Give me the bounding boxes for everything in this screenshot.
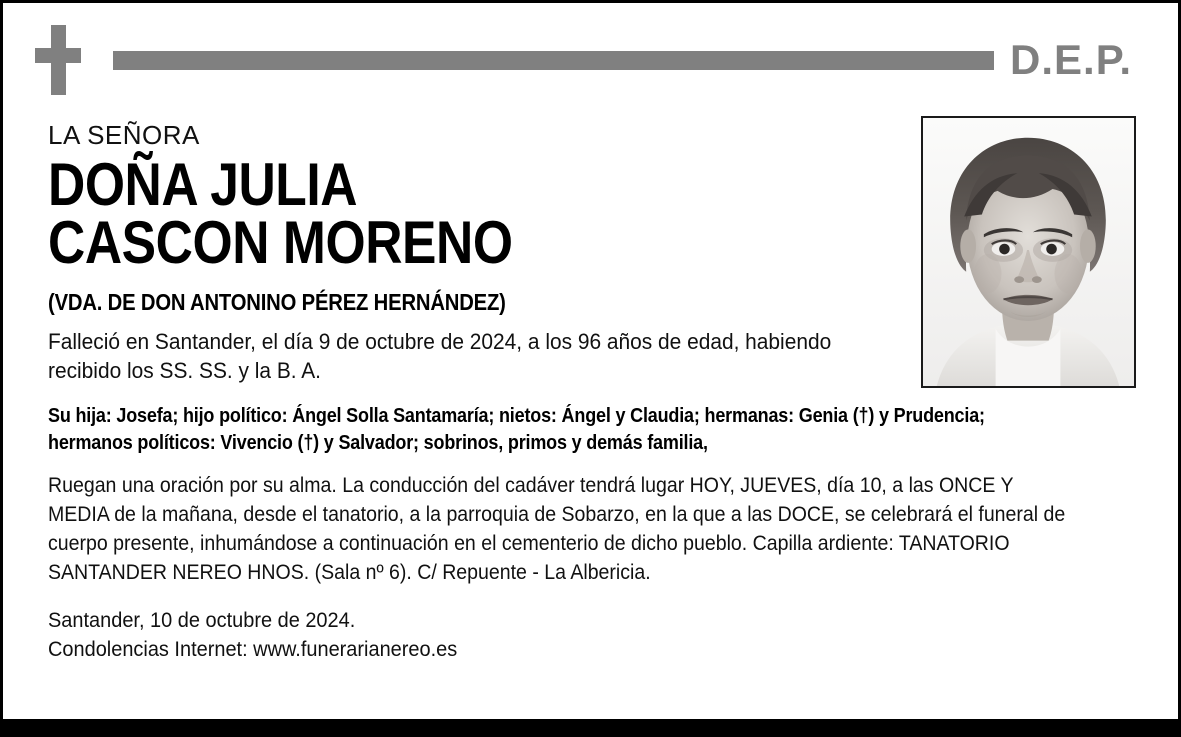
header-rule xyxy=(113,51,994,70)
widow-of-line: (VDA. DE DON ANTONINO PÉREZ HERNÁNDEZ) xyxy=(48,289,506,316)
cross-icon-wrap xyxy=(3,25,113,95)
closing-internet: Condolencias Internet: www.funerarianereo.es xyxy=(48,638,458,662)
deceased-name-line-2: CASCON MORENO xyxy=(48,209,513,277)
funeral-announcement: Ruegan una oración por su alma. La conducción del cadáver tendrá lugar HOY, JUEVES, día 10, a las ONCE Y MEDIA de la mañana, desde el tanatorio, a la parroquia de Sobarzo, en la que a las DOCE, se celebrará el funeral de cuerpo presente, inhumándose a continuación en el cementerio de dicho pueblo. Capilla ardiente: TANATORIO SANTANDER NEREO HNOS. (Sala nº 6). C/ Repuente - La Albericia. xyxy=(48,474,1066,585)
cross-icon xyxy=(35,25,81,95)
surviving-family: Su hija: Josefa; hijo político: Ángel Solla Santamaría; nietos: Ángel y Claudia; hermanas: Genia (†) y Prudencia; hermanos políticos: Vivencio (†) y Salvador; sobrinos, primos y demás familia, xyxy=(48,405,985,454)
portrait-illustration xyxy=(923,118,1134,386)
deceased-name-line-1: DOÑA JULIA xyxy=(48,150,358,218)
portrait-photo xyxy=(921,116,1136,388)
notice-header xyxy=(3,25,1178,95)
closing-place-date: Santander, 10 de octubre de 2024. xyxy=(48,609,356,633)
closing-block xyxy=(48,606,1122,665)
courtesy-title: LA SEÑORA xyxy=(48,120,200,150)
dep-label: D.E.P. xyxy=(1010,36,1132,83)
deceased-name xyxy=(48,150,1020,277)
death-details: Falleció en Santander, el día 9 de octubre de 2024, a los 96 años de edad, habiendo recibido los SS. SS. y la B. A. xyxy=(48,329,832,383)
